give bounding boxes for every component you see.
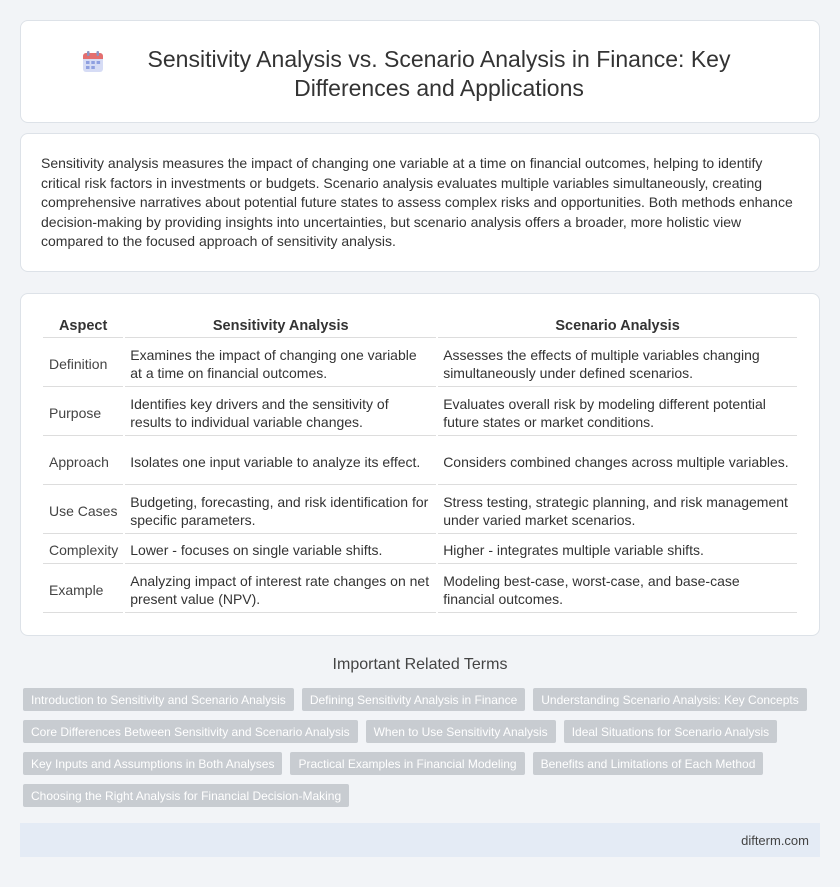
table-row: [43, 564, 797, 613]
related-term-tag[interactable]: When to Use Sensitivity Analysis: [366, 720, 556, 743]
row-scenario: Stress testing, strategic planning, and risk management under varied market scenarios.: [438, 485, 797, 534]
header-sensitivity: Sensitivity Analysis: [125, 316, 436, 338]
row-sensitivity: Budgeting, forecasting, and risk identification for specific parameters.: [125, 485, 436, 534]
table-row: [43, 338, 797, 387]
row-sensitivity: Isolates one input variable to analyze its effect.: [125, 436, 436, 485]
footer: [20, 823, 820, 857]
title-wrap: [21, 45, 819, 103]
header-scenario: Scenario Analysis: [438, 316, 797, 338]
comparison-table-card: [20, 293, 820, 636]
title-card: [20, 20, 820, 123]
related-term-tag[interactable]: Choosing the Right Analysis for Financial Decision-Making: [23, 784, 349, 807]
table-row: [43, 485, 797, 534]
row-aspect: Example: [43, 564, 123, 613]
footer-site-link[interactable]: difterm.com: [741, 833, 809, 848]
table-row: [43, 387, 797, 436]
comparison-table: [41, 316, 799, 613]
header-aspect: Aspect: [43, 316, 123, 338]
related-term-tag[interactable]: Ideal Situations for Scenario Analysis: [564, 720, 777, 743]
table-row: [43, 534, 797, 564]
page-title: Sensitivity Analysis vs. Scenario Analysis in Finance: Key Differences and Applications: [147, 46, 731, 101]
row-aspect: Approach: [43, 436, 123, 485]
related-term-tag[interactable]: Benefits and Limitations of Each Method: [533, 752, 764, 775]
row-aspect: Definition: [43, 338, 123, 387]
row-aspect: Use Cases: [43, 485, 123, 534]
row-scenario: Higher - integrates multiple variable shifts.: [438, 534, 797, 564]
related-term-tag[interactable]: Key Inputs and Assumptions in Both Analyses: [23, 752, 282, 775]
row-scenario: Considers combined changes across multiple variables.: [438, 436, 797, 485]
row-aspect: Complexity: [43, 534, 123, 564]
calendar-icon: [81, 50, 105, 74]
table-row: [43, 436, 797, 485]
related-terms-heading: Important Related Terms: [332, 656, 508, 673]
related-term-tag[interactable]: Understanding Scenario Analysis: Key Concepts: [533, 688, 806, 711]
related-term-tag[interactable]: Defining Sensitivity Analysis in Finance: [302, 688, 525, 711]
row-sensitivity: Identifies key drivers and the sensitivity of results to individual variable changes.: [125, 387, 436, 436]
row-aspect: Purpose: [43, 387, 123, 436]
row-scenario: Modeling best-case, worst-case, and base-case financial outcomes.: [438, 564, 797, 613]
row-scenario: Assesses the effects of multiple variables changing simultaneously under defined scenarios.: [438, 338, 797, 387]
row-sensitivity: Analyzing impact of interest rate changes on net present value (NPV).: [125, 564, 436, 613]
related-terms-tags: [23, 688, 823, 807]
intro-card: [20, 133, 820, 272]
related-term-tag[interactable]: Practical Examples in Financial Modeling: [290, 752, 524, 775]
related-term-tag[interactable]: Core Differences Between Sensitivity and Scenario Analysis: [23, 720, 358, 743]
intro-paragraph: Sensitivity analysis measures the impact of changing one variable at a time on financial outcomes, helping to identify critical risk factors in investments or budgets. Scenario analysis evaluates multiple variables simultaneously, creating comprehensive narratives about potential future states to assess complex risks and opportunities. Both methods enhance decision-making by providing insights into uncertainties, but scenario analysis offers a broader, more holistic view compared to the focused approach of sensitivity analysis.: [41, 155, 793, 249]
table-header-row: [43, 316, 797, 338]
row-sensitivity: Examines the impact of changing one variable at a time on financial outcomes.: [125, 338, 436, 387]
row-scenario: Evaluates overall risk by modeling different potential future states or market conditions.: [438, 387, 797, 436]
row-sensitivity: Lower - focuses on single variable shifts.: [125, 534, 436, 564]
related-term-tag[interactable]: Introduction to Sensitivity and Scenario Analysis: [23, 688, 294, 711]
